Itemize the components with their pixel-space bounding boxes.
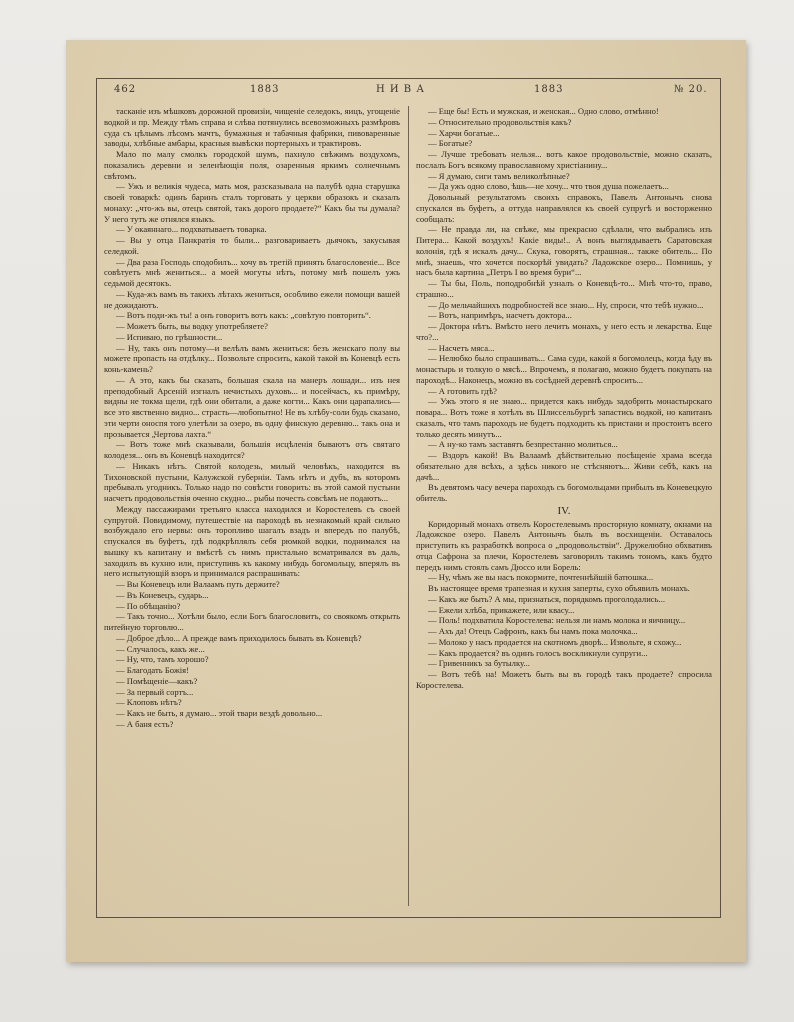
paragraph: Коридорный монахъ отвелъ Коростелевымъ просторную комнату, окнами на Ладожское озеро. Павелъ Антонычъ былъ въ восхищеніи. Оставалось приступить къ разработкѣ вопроса о „продовольствіи“. Дружелюбно обхвативъ отца Сафрона за плечи, Коростелевъ заговорилъ такимъ тономъ, какъ будто передъ нимъ стоялъ самъ Дюссо или Борель: — [416, 518, 712, 572]
paragraph: — Можетъ быть, вы водку употребляете? — [116, 321, 268, 331]
paragraph: — По обѣщанію? — [116, 600, 181, 611]
paragraph: Между пассажирами третьяго класса находился и Коростелевъ съ своей супругой. Повидимому, путешествіе на пароходѣ въ незнакомый край сильно возбуждало его нервы: онъ торопливо шагалъ взадъ и впередъ по палубѣ, спускался въ буфетъ, гдѣ подкрѣплялъ себя рюмкой водки, поднимался на вышку къ капитану и вмѣстѣ съ нимъ пристально всматривался въ даль, заходилъ въ кухню или, приступивъ къ какому нибудь богомольцу, вперялъ въ него испытующій взоръ и принимался распрашивать: — [104, 503, 400, 579]
paragraph: — Вотъ тоже мнѣ сказывали, большія исцѣленія бываютъ отъ святаго колодезя... онъ въ Коневцѣ находится? — [104, 439, 400, 460]
paragraph: — Куда-жъ вамъ въ такихъ лѣтахъ жениться, особливо ежели помощи вашей не дожидаютъ. — [104, 288, 400, 310]
section-heading: IV. — [557, 504, 571, 517]
paragraph: — Вотъ поди-жъ ты! а онъ говоритъ вотъ какъ: „совѣтую повторить“. — [116, 310, 371, 321]
paragraph: Въ настоящее время трапезная и кухня заперты, сухо объявилъ монахъ. — [428, 583, 690, 593]
paragraph: — Доктора нѣтъ. Вмѣсто него лечитъ монахъ, у него есть и лекарства. Еще что?... — [416, 321, 712, 342]
paragraph: — Доброе дѣло... А прежде вамъ приходилось бывать въ Коневцѣ? — [116, 632, 362, 643]
paragraph: — До мельчайшихъ подробностей все знаю... Ну, спроси, что тебѣ нужно... — [428, 299, 704, 310]
paragraph: — Никакъ нѣтъ. Святой колодезь, милый человѣкъ, находится въ Тихоновской пустыни, Калужской губерніи. Тамъ нѣтъ и дубъ, въ которомъ пребывалъ угодникъ. Только надо по совѣсти говорить: въ этой самой пустыни насчетъ продовольствія оченно скудно... рыбы почесть совсѣмъ не подаютъ... — [104, 460, 400, 503]
paragraph: — Да ужъ одно слово, ѣшь—не хочу... что твоя душа пожелаетъ... — [428, 181, 669, 192]
paragraph: Довольный результатомъ своихъ справокъ, Павелъ Антонычъ снова спускался въ буфетъ, а оттуда направлялся къ своей супругѣ и восторженно сообщалъ: — [416, 192, 712, 224]
paragraph: — Два раза Господь сподобилъ... хочу въ третій принять благословеніе... Все совѣтуетъ мнѣ жениться... а моей могуты нѣтъ, потому мнѣ пошелъ ужъ седьмой десятокъ. — [104, 256, 400, 288]
paragraph: — Такъ точно... Хотѣли было, если Богъ благословитъ, со своякомъ открыть питейную торговлю... — [104, 611, 400, 632]
paragraph: — Вы Коневецъ или Валаамъ путь держите? — [116, 579, 280, 589]
year-left: 1883 — [250, 84, 280, 95]
paragraph: — Харчи богатые... — [428, 127, 500, 138]
paragraph: — Какъ продается? въ одинъ голосъ воскликнули супруги... — [428, 647, 648, 658]
paragraph: — За первый сортъ... — [116, 686, 194, 697]
year-right: 1883 — [534, 84, 564, 95]
paragraph: — Ну, чѣмъ же вы насъ покормите, почтеннѣйшій батюшка... — [428, 572, 654, 583]
paragraph: — А готовить гдѣ? — [428, 385, 497, 396]
paragraph: — А ну-ко тамъ заставятъ безпрестанно молиться... — [428, 439, 618, 450]
paragraph: — Ежели хлѣба, прикажете, или квасу... — [428, 604, 575, 615]
page-header — [100, 84, 716, 102]
right-column — [416, 106, 712, 912]
paragraph: — Благодать Божія! — [116, 665, 189, 675]
paragraph: — Еще бы! Есть и мужская, и женская... Одно слово, отмѣнно! — [428, 106, 659, 116]
paragraph: — Не правда ли, на свѣже, мы прекрасно сдѣлали, что выбрались изъ Питера... Какой воздухъ! Какіе виды!.. А вонъ выглядываетъ Саратовская колонія, гдѣ я искалъ дачу... Скука, говорятъ, страшная... также обитель... По мнѣ, знаешь, что хочется поскорѣй увидать? Ладожское озеро... Помнишь, у насъ была картина „Петръ I во время бури“... — [416, 224, 712, 278]
magazine-title: Н И В А — [376, 84, 425, 95]
paragraph: — Какъ же быть? А мы, признаться, порядкомъ проголодались... — [428, 593, 665, 604]
paragraph: — Помѣщеніе—какъ? — [116, 675, 198, 686]
paragraph: — Какъ не быть, я думаю... этой твари вездѣ довольно... — [116, 708, 323, 718]
paragraph: — Ужъ и великія чудеса, мать моя, разсказывала на палубѣ одна старушка своей товаркѣ: одинъ баринъ сталъ торговать у церкви образокъ и сказалъ монаху: „что-жъ вы, отецъ святой, такъ дорого продаете?“ Какъ бы ты думала? У него тутъ же отнялся языкъ. — [104, 181, 400, 224]
paragraph: — Въ Коневецъ, сударь... — [116, 589, 209, 600]
paragraph: — Вотъ тебѣ на! Можетъ быть вы въ городѣ такъ продаете? спросила Коростелева. — [416, 669, 712, 690]
column-divider — [408, 106, 409, 906]
paragraph: — Я думаю, сиги тамъ великолѣпные? — [428, 170, 570, 181]
paragraph: — Молоко у насъ продается на скотномъ дворѣ... Извольте, я схожу... — [428, 636, 682, 647]
paragraph: — Вы у отца Панкратія то были... разговариваетъ дьячокъ, закусывая селедкой. — [104, 235, 400, 256]
paragraph: — Гривенникъ за бутылку... — [428, 658, 530, 669]
paragraph: — У окаяннаго... подхватываетъ товарка. — [116, 224, 267, 235]
paragraph: Въ девятомъ часу вечера пароходъ съ богомольцами прибылъ въ Коневецкую обитель. — [416, 482, 712, 503]
left-column — [104, 106, 400, 912]
paragraph: — Испиваю, по грѣшности... — [116, 331, 223, 342]
paragraph: — Вздоръ какой! Въ Валаамѣ дѣйствительно посѣщеніе храма всегда обязательно для всѣхъ, а здѣсь никого не стѣсняютъ... Живи себѣ, какъ на дачѣ... — [416, 450, 712, 482]
paragraph: — Вотъ, напримѣръ, насчетъ доктора... — [428, 310, 572, 321]
paragraph: — Относительно продовольствія какъ? — [428, 116, 572, 127]
paragraph: — Ну, что, тамъ хорошо? — [116, 654, 209, 665]
paragraph: — Лучше требовать нельзя... вотъ какое продовольствіе, можно сказать, послалъ Богъ всякому православному христіанину... — [416, 149, 712, 170]
paragraph: — Ну, такъ онъ потому—и велѣлъ вамъ жениться: безъ женскаго полу вы можете пропасть на отдѣлку... Позвольте спросить, какой такой въ Коневцѣ есть конь-камень? — [104, 342, 400, 374]
paragraph: Мало по малу смолкъ городской шумъ, пахнуло свѣжимъ воздухомъ, показались деревни и зеленѣющія поля, озаренныя яркимъ солнечнымъ свѣтомъ. — [104, 149, 400, 181]
paragraph: — Ужъ этого я не знаю... придется какъ нибудь задобрить монастырскаго повара... Вотъ тоже я хотѣлъ въ Шлиссельбургѣ запастись водкой, но капитанъ сказалъ, что тамъ пароходъ не будетъ подходить къ пристани и простоитъ всего только десять минутъ... — [416, 396, 712, 439]
paragraph: тасканіе изъ мѣшковъ дорожной провизіи, чищеніе селедокъ, яицъ, угощеніе водкой и пр. Между тѣмъ справа и слѣва потянулись всевозможныхъ размѣровъ суда съ цѣлымъ лѣсомъ мачтъ, бумажныя и табачныя фабрики, пивоваренные заводы, хлѣбные амбары, красныя вывѣски портерныхъ и трактировъ. — [104, 106, 400, 149]
paragraph: — Поль! подхватила Коростелева: нельзя ли намъ молока и яичницу... — [428, 615, 686, 626]
paragraph: — Нелюбко было спрашивать... Сама суди, какой я богомолецъ, когда ѣду въ монастырь и толкую о мясѣ... Впрочемъ, я полагаю, можно будетъ покупать на пароходѣ... Наконецъ, можно въ сосѣдней деревнѣ спросить... — [416, 353, 712, 385]
paragraph: — Богатые? — [428, 138, 473, 149]
paragraph: — Ахъ да! Отецъ Сафронъ, какъ бы намъ пока молочка... — [428, 626, 638, 636]
paragraph: — Ты бы, Поль, поподробнѣй узналъ о Коневцѣ-то... Мнѣ что-то, право, страшно... — [416, 278, 712, 299]
paragraph: — Клоповъ нѣтъ? — [116, 697, 182, 708]
paragraph: — А баня есть? — [116, 718, 174, 729]
paragraph: — А это, какъ бы сказать, большая скала на манеръ лошади... изъ нея преподобный Арсеній изгналъ нечистыхъ духовъ... и посейчасъ, къ примѣру, видны не токма щели, гдѣ они обитали, а даже когти... Какъ они царапались—все это явственно видно... страсть—любопытно! Не въ хлѣбу-соли будь сказано, эти черти оноспя того улетѣли за озеро, въ одну финскую деревню... такъ она и прозывается „Чертова лахта.“ — [104, 374, 400, 439]
paragraph: — Случалось, какъ же... — [116, 643, 205, 654]
page-number: 462 — [114, 84, 137, 95]
paragraph: — Насчетъ мяса... — [428, 342, 495, 353]
issue-number: № 20. — [674, 84, 708, 95]
